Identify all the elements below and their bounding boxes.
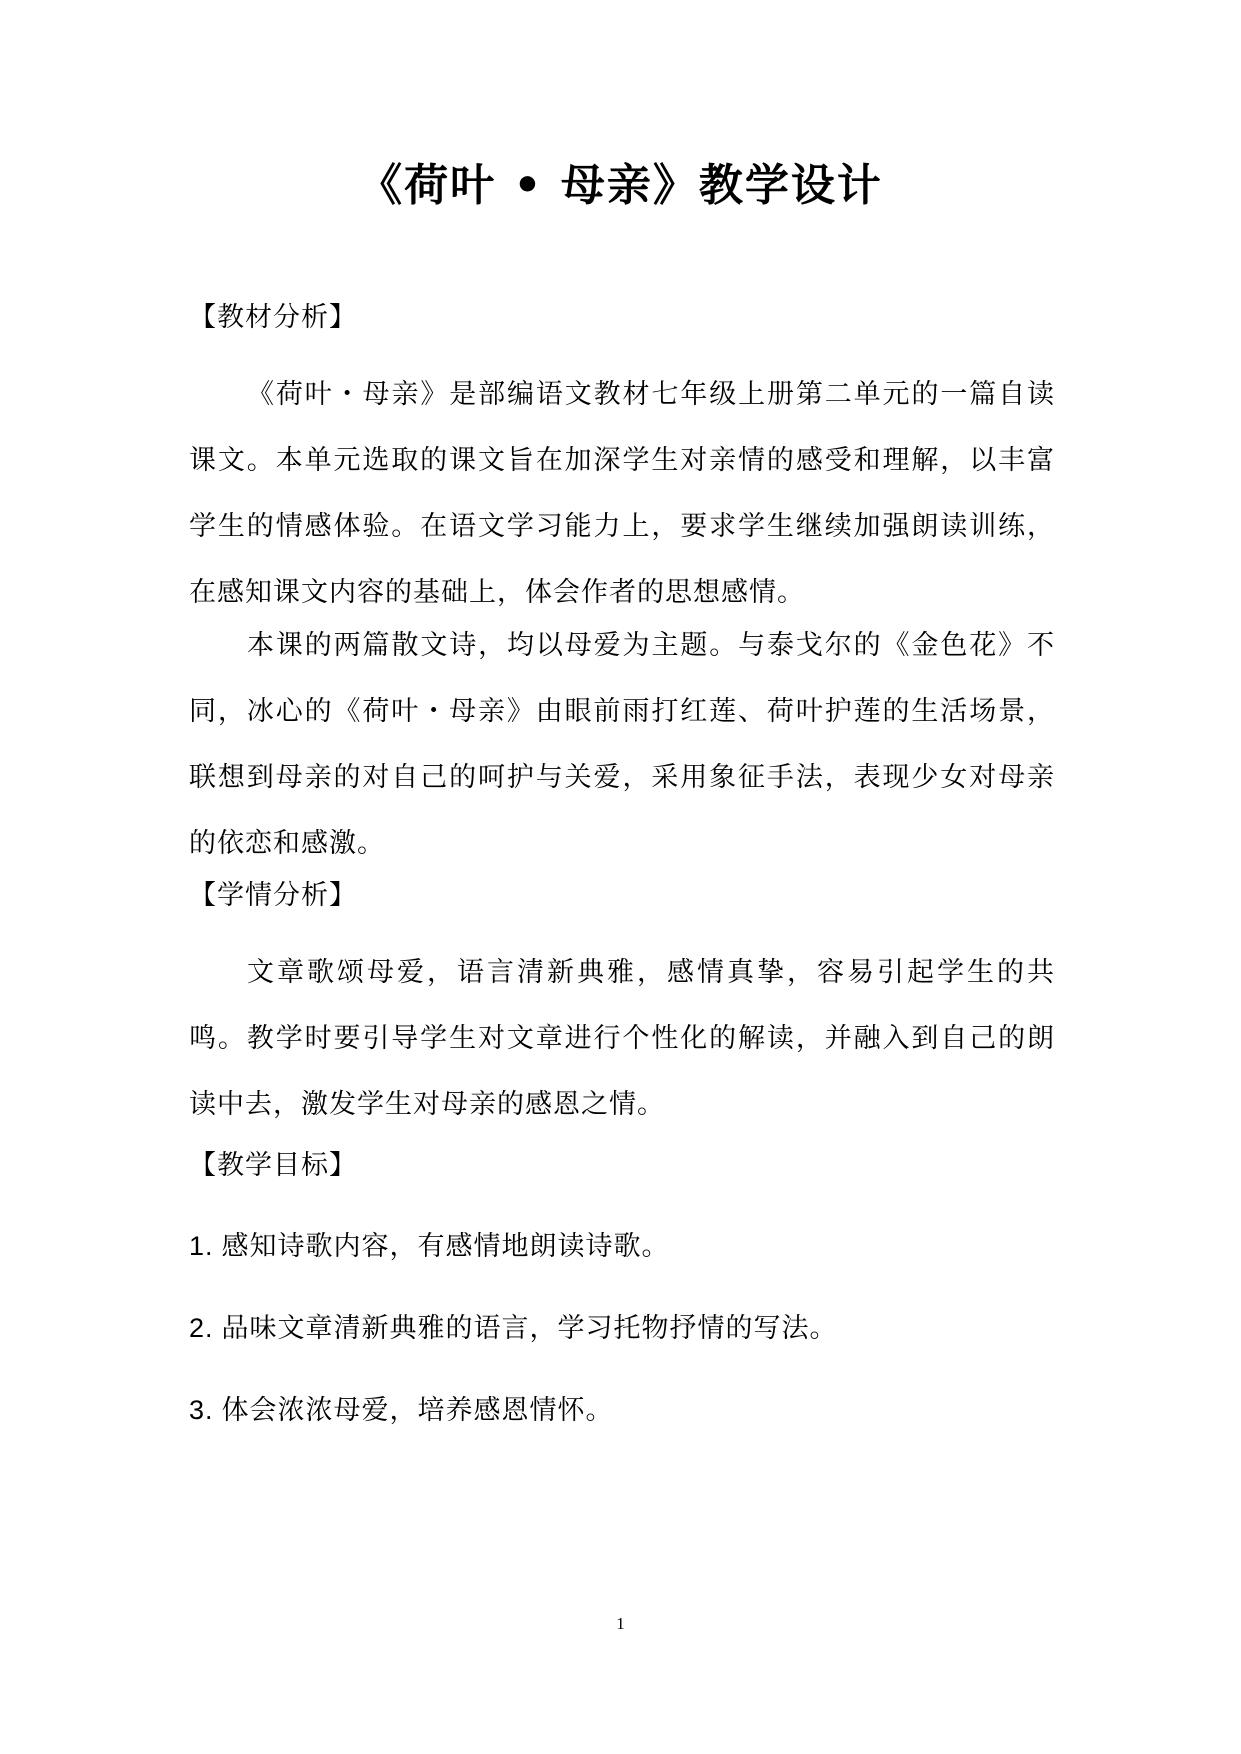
goal-number: 1. — [189, 1231, 214, 1261]
goal-item-2 — [189, 1310, 838, 1347]
goal-number: 3. — [189, 1395, 214, 1425]
paragraph-textbook-analysis-1: 《荷叶・母亲》是部编语文教材七年级上册第二单元的一篇自读课文。本单元选取的课文旨在加深学生对亲情的感受和理解，以丰富学生的情感体验。在语文学习能力上，要求学生继续加强朗读训练，在感知课文内容的基础上，体会作者的思想感情。 — [189, 379, 1055, 608]
paragraph-textbook-analysis-2: 本课的两篇散文诗，均以母爱为主题。与泰戈尔的《金色花》不同，冰心的《荷叶・母亲》由眼前雨打红莲、荷叶护莲的生活场景，联想到母亲的对自己的呵护与关爱，采用象征手法，表现少女对母亲的依恋和感激。 — [189, 630, 1055, 859]
section-heading-textbook-analysis: 【教材分析】 — [189, 302, 357, 333]
goal-item-3 — [189, 1392, 614, 1429]
goal-text: 感知诗歌内容，有感情地朗读诗歌。 — [221, 1231, 670, 1262]
goal-item-1 — [189, 1228, 670, 1265]
section-heading-teaching-goals: 【教学目标】 — [189, 1150, 357, 1181]
goal-text: 品味文章清新典雅的语言，学习托物抒情的写法。 — [221, 1313, 838, 1344]
section-heading-student-analysis: 【学情分析】 — [189, 880, 357, 911]
document-title: 《荷叶 • 母亲》教学设计 — [358, 160, 883, 211]
goal-text: 体会浓浓母爱，培养感恩情怀。 — [221, 1395, 614, 1426]
paragraph-student-analysis: 文章歌颂母爱，语言清新典雅，感情真挚，容易引起学生的共鸣。教学时要引导学生对文章进行个性化的解读，并融入到自己的朗读中去，激发学生对母亲的感恩之情。 — [189, 957, 1055, 1120]
goal-number: 2. — [189, 1313, 214, 1343]
page-number: 1 — [616, 1614, 625, 1633]
